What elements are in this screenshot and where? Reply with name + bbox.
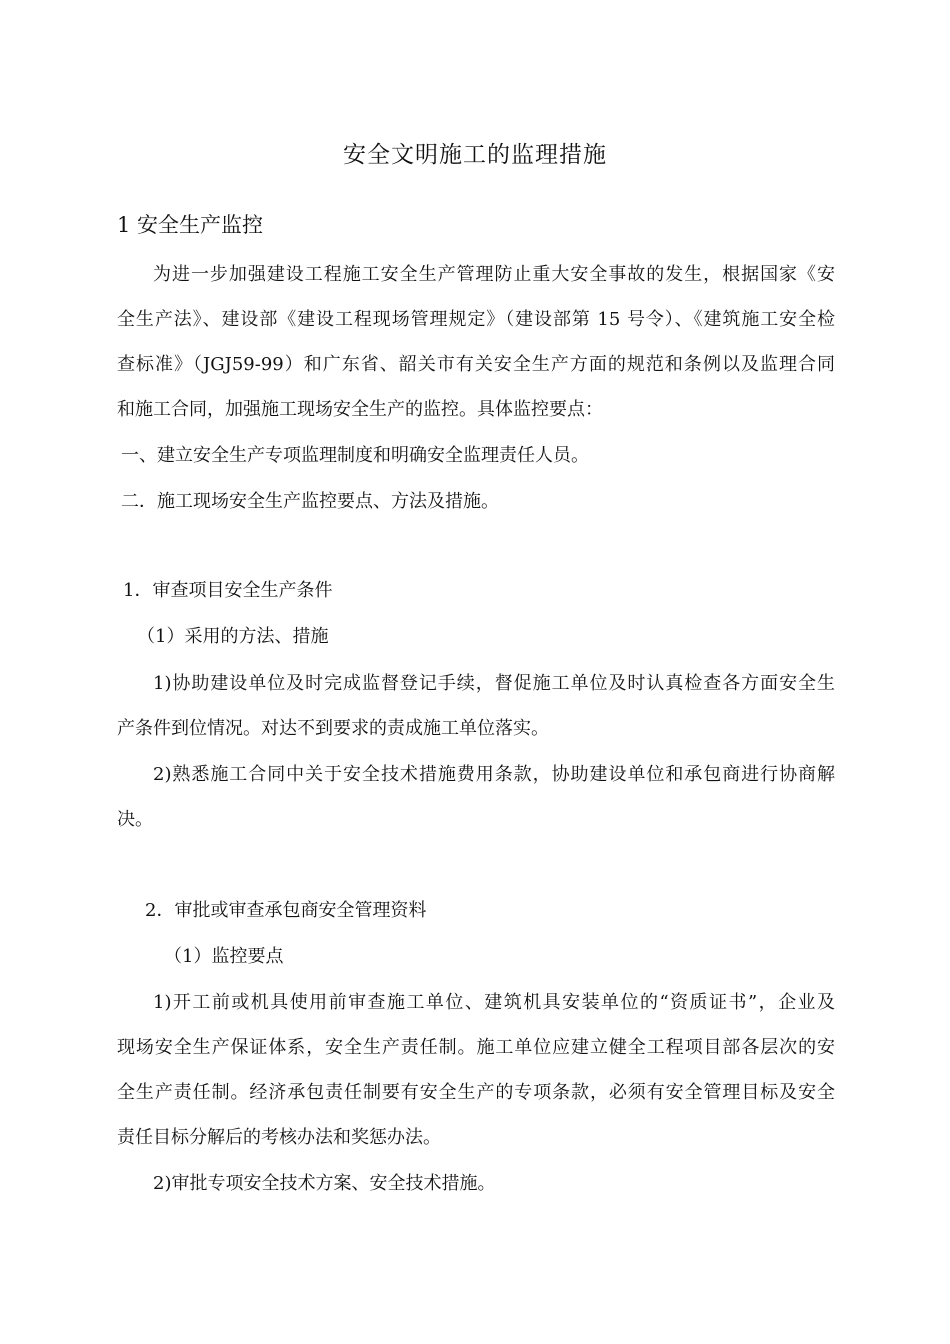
- section-heading: 1 安全生产监控: [117, 213, 264, 237]
- intro-line-2: 全生产法》、建设部《建设工程现场管理规定》（建设部第 15 号令）、《建筑施工安全检: [117, 309, 835, 330]
- subsection-2-para-1-line-3: 全生产责任制。经济承包责任制要有安全生产的专项条款，必须有安全管理目标及安全: [117, 1082, 835, 1103]
- subsection-1-heading: 1．审查项目安全生产条件: [123, 580, 333, 601]
- subsection-2-para-2: 2)审批专项安全技术方案、安全技术措施。: [153, 1173, 496, 1194]
- subsection-2-para-1-line-4: 责任目标分解后的考核办法和奖惩办法。: [117, 1127, 441, 1148]
- subsection-1-subheading: （1）采用的方法、措施: [137, 626, 329, 647]
- subsection-2-heading: 2．审批或审查承包商安全管理资料: [145, 900, 427, 921]
- subsection-1-para-2-line-1: 2)熟悉施工合同中关于安全技术措施费用条款，协助建设单位和承包商进行协商解: [153, 764, 835, 785]
- intro-line-1: 为进一步加强建设工程施工安全生产管理防止重大安全事故的发生，根据国家《安: [153, 264, 835, 285]
- intro-line-4: 和施工合同，加强施工现场安全生产的监控。具体监控要点：: [117, 399, 603, 420]
- subsection-1-para-1-line-1: 1)协助建设单位及时完成监督登记手续，督促施工单位及时认真检查各方面安全生: [153, 673, 835, 694]
- list-item-one: 一、建立安全生产专项监理制度和明确安全监理责任人员。: [121, 445, 589, 466]
- subsection-2-subheading: （1）监控要点: [164, 946, 284, 967]
- subsection-2-para-1-line-1: 1)开工前或机具使用前审查施工单位、建筑机具安装单位的“资质证书”，企业及: [153, 992, 835, 1013]
- subsection-2-para-1-line-2: 现场安全生产保证体系，安全生产责任制。施工单位应建立健全工程项目部各层次的安: [117, 1037, 835, 1058]
- intro-line-3: 查标准》（JGJ59-99）和广东省、韶关市有关安全生产方面的规范和条例以及监理合同: [117, 354, 835, 375]
- subsection-1-para-1-line-2: 产条件到位情况。对达不到要求的责成施工单位落实。: [117, 718, 549, 739]
- document-title: 安全文明施工的监理措施: [343, 142, 607, 168]
- subsection-1-para-2-line-2: 决。: [117, 809, 153, 830]
- list-item-two: 二．施工现场安全生产监控要点、方法及措施。: [121, 491, 499, 512]
